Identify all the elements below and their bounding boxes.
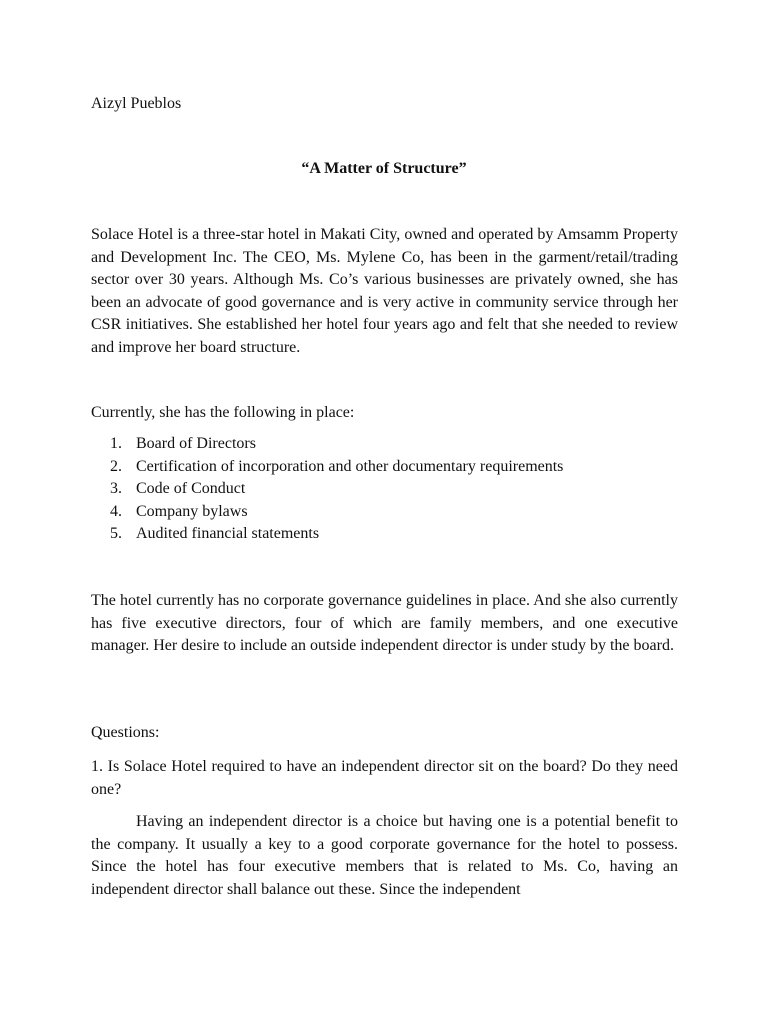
list-item-number: 4. [110,502,122,520]
governance-paragraph: The hotel currently has no corporate governance guidelines in place. And she also currently has five executive directors, four of which are family members, and one executive manager. Her desire to include an outside independent director is under study by the board. [91,592,678,654]
author-name: Aizyl Pueblos [91,95,182,112]
question-1: 1. Is Solace Hotel required to have an independent director sit on the board? Do they need one? [91,758,678,798]
list-item-number: 1. [110,435,122,452]
intro-paragraph: Solace Hotel is a three-star hotel in Makati City, owned and operated by Amsamm Property and Development Inc. The CEO, Ms. Mylene Co, has been in the garment/retail/trading sector over 30 years. Although Ms. Co’s various businesses are privately owned, she has been an advocate of good governance and is very active in community service through her CSR initiatives. She established her hotel four years ago and felt that she needed to review and improve her board structure. [91,226,678,356]
list-item [110,478,563,501]
list-item-text: Code of Conduct [136,480,246,497]
requirements-list [110,433,563,546]
currently-line: Currently, she has the following in place: [91,404,355,421]
questions-heading: Questions: [91,724,160,741]
list-item-text: Board of Directors [136,435,256,452]
list-item [110,523,563,546]
list-item-number: 3. [110,480,122,497]
list-item [110,501,563,524]
list-item-text: Audited financial statements [136,525,320,542]
list-item-text: Company bylaws [136,502,248,520]
list-item [110,456,563,479]
list-item [110,433,563,456]
answer-1: Having an independent director is a choice but having one is a potential benefit to the company. It usually a key to a good corporate governance for the hotel to possess. Since the hotel has four executive members that is related to Ms. Co, having an independent director shall balance out these. Since the independent [91,813,678,898]
document-title: “A Matter of Structure” [301,160,467,177]
list-item-number: 2. [110,457,122,475]
list-item-number: 5. [110,525,122,542]
list-item-text: Certification of incorporation and other documentary requirements [136,457,564,475]
